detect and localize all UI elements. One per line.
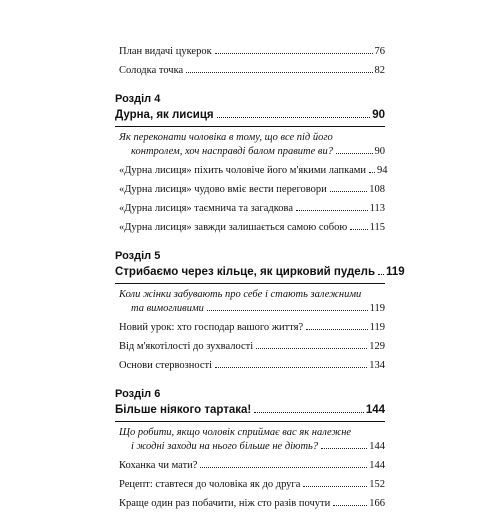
section-intro-page: 90: [374, 146, 385, 157]
section-intro: [115, 426, 385, 454]
toc-entry-page: 134: [369, 360, 385, 371]
section-label: Розділ 6: [115, 388, 161, 400]
toc-entry-page: 94: [377, 165, 388, 176]
section-page: 144: [365, 404, 385, 416]
section-label: Розділ 5: [115, 250, 161, 262]
toc-entry-title: Від м'якотілості до зухвалості: [119, 341, 254, 352]
toc-entry: [115, 475, 385, 494]
leader-dots: [378, 274, 384, 275]
toc-entry: [115, 61, 385, 80]
section-intro-line2: контролем, хоч насправді балом правите ви?: [131, 146, 333, 157]
leader-dots: [321, 448, 367, 449]
toc-entry: [115, 199, 385, 218]
leader-dots: [215, 53, 373, 54]
leader-dots: [306, 329, 367, 330]
section-page: 119: [386, 266, 405, 278]
toc-entry-page: 119: [369, 322, 385, 333]
leader-dots: [350, 229, 367, 230]
toc-entry-page: 166: [369, 498, 385, 509]
section-page: 90: [372, 109, 385, 121]
toc-entry-page: 82: [374, 65, 385, 76]
section-intro: [115, 131, 385, 159]
table-of-contents: [115, 42, 405, 513]
toc-entry-page: 76: [374, 46, 385, 57]
leader-dots: [200, 467, 367, 468]
toc-entry: [115, 318, 385, 337]
section-label: Розділ 4: [115, 93, 161, 105]
toc-entry: [115, 42, 385, 61]
toc-entry-title: Солодка точка: [119, 65, 184, 76]
section-intro-line1: Що робити, якщо чоловік сприймає вас як належне: [119, 427, 352, 438]
toc-entry-title: «Дурна лисиця» таємнича та загадкова: [119, 203, 294, 214]
section-intro: [115, 288, 385, 316]
section-title-row: [115, 106, 385, 127]
leader-dots: [330, 191, 367, 192]
section-intro-line2-row: [119, 145, 385, 159]
section-intro-line2: і жодні заходи на нього більше не діють?: [131, 441, 319, 452]
section-intro-line1: Коли жінки забувають про себе і стають залежними: [119, 289, 362, 300]
toc-entry: [115, 494, 385, 513]
toc-entry-page: 144: [369, 460, 385, 471]
section-title: Більше ніякого тартака!: [115, 404, 252, 416]
section-intro-line1: Як переконати чоловіка в тому, що все під його: [119, 132, 333, 143]
leader-dots: [303, 486, 367, 487]
toc-entry: [115, 180, 385, 199]
toc-entry: [115, 356, 385, 375]
toc-entry: [115, 218, 385, 237]
section-intro-page: 119: [369, 303, 385, 314]
toc-entry-title: «Дурна лисиця» чудово вміє вести переговори: [119, 184, 327, 195]
leader-dots: [369, 172, 375, 173]
leader-dots: [333, 505, 367, 506]
toc-entry-title: «Дурна лисиця» завжди залишається самою собою: [119, 222, 348, 233]
toc-entry: [115, 456, 385, 475]
section-title-row: [115, 263, 405, 284]
toc-entry-page: 115: [369, 222, 385, 233]
toc-entry-title: Основи стервозності: [119, 360, 213, 371]
section-intro-line2-row: [119, 302, 385, 316]
section-title-row: [115, 401, 385, 422]
toc-entry-page: 152: [369, 479, 385, 490]
section-title: Дурна, як лисиця: [115, 109, 214, 121]
toc-entry: [115, 161, 388, 180]
toc-entry-page: 108: [369, 184, 385, 195]
toc-entry-title: План видачі цукерок: [119, 46, 212, 57]
section-intro-page: 144: [369, 441, 385, 452]
section-intro-line2: та вимогливими: [131, 303, 204, 314]
leader-dots: [215, 367, 367, 368]
leader-dots: [186, 72, 372, 73]
toc-entry-title: «Дурна лисиця» піхить чоловіче його м'якими лапками: [119, 165, 367, 176]
leader-dots: [207, 310, 368, 311]
leader-dots: [254, 412, 364, 413]
toc-entry-title: Краще один раз побачити, ніж сто разів почути: [119, 498, 331, 509]
leader-dots: [217, 117, 371, 118]
toc-entry: [115, 337, 385, 356]
section-title: Стрибаємо через кільце, як цирковий пудель: [115, 266, 376, 278]
leader-dots: [256, 348, 367, 349]
toc-entry-title: Коханка чи мати?: [119, 460, 198, 471]
leader-dots: [296, 210, 368, 211]
section-intro-line2-row: [119, 440, 385, 454]
toc-entry-page: 129: [369, 341, 385, 352]
toc-entry-title: Новий урок: хто господар вашого життя?: [119, 322, 304, 333]
toc-entry-page: 113: [369, 203, 385, 214]
toc-entry-title: Рецепт: ставтеся до чоловіка як до друга: [119, 479, 301, 490]
leader-dots: [336, 153, 373, 154]
